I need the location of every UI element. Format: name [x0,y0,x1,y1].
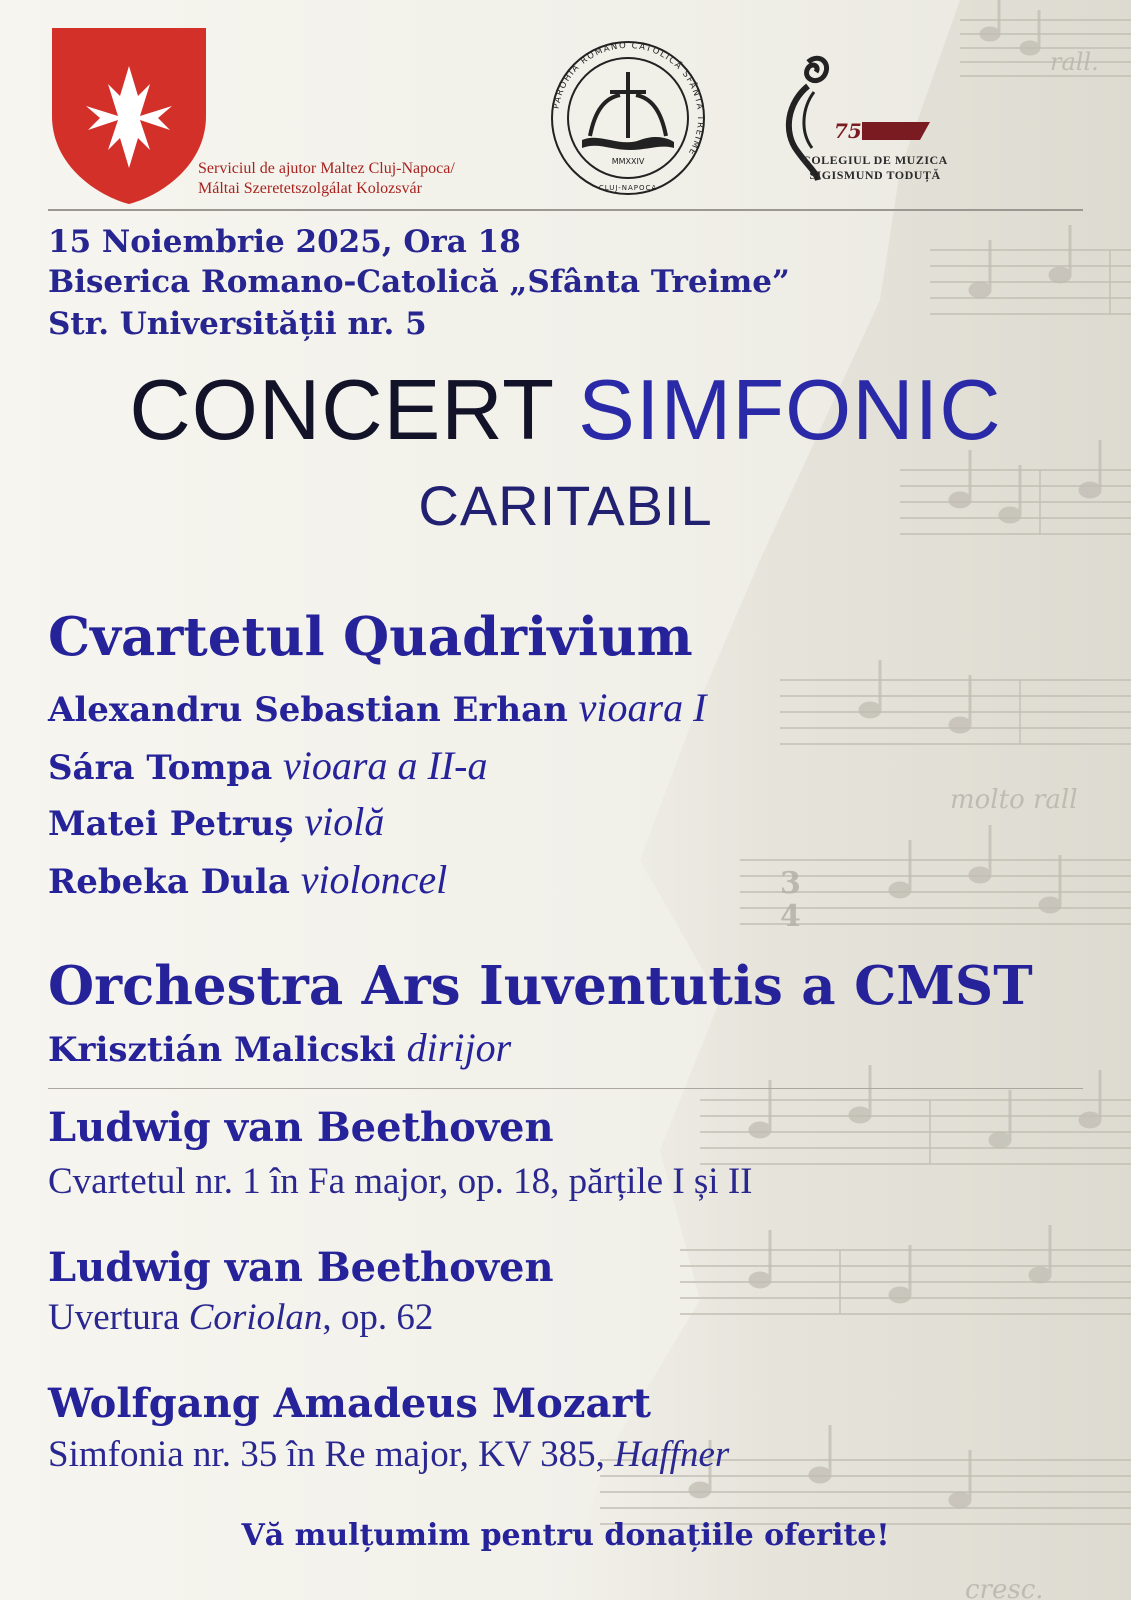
parish-city: CLUJ-NAPOCA [598,184,658,192]
quartet-name: Cvartetul Quadrivium [48,606,693,668]
parish-ring-text: PAROHIA ROMANO CATOLICĂ SFÂNTA TREIME [551,40,706,158]
header-divider [48,209,1083,211]
program-work [48,1433,729,1476]
quartet-member [48,742,487,789]
member-role: vioara I [578,685,707,730]
anniversary-badge [832,118,932,144]
cmst-name-line1: COLEGIUL DE MUZICA [802,153,948,167]
event-date: 15 Noiembrie 2025, Ora 18 [48,224,521,260]
member-role: vioara a II-a [283,743,488,788]
quartet-member [48,684,706,731]
program-work: Cvartetul nr. 1 în Fa major, op. 18, părțile I și II [48,1161,753,1202]
maltese-shield-logo [50,26,208,206]
member-role: violă [304,799,385,844]
sheet-mark-cresc: cresc. [965,1575,1044,1600]
concert-title [0,362,1131,460]
event-address: Str. Universității nr. 5 [48,306,427,342]
member-role: violoncel [300,857,448,902]
quartet-member [48,798,384,845]
conductor [48,1024,511,1071]
work-prefix: Simfonia nr. 35 în Re major, KV 385, [48,1434,605,1475]
member-name: Rebeka Dula [48,862,290,902]
work-title: Haffner [614,1434,730,1475]
sheet-mark-rall: rall. [1050,48,1099,76]
sheet-mark-molto-rall: molto rall [950,785,1078,815]
work-suffix: , op. 62 [322,1297,434,1338]
title-word-concert: CONCERT [129,363,554,458]
cmst-name-line2: SIGISMUND TODUȚĂ [809,168,941,182]
work-title: Coriolan [188,1297,323,1338]
maltese-service-name-hu: Máltai Szeretetszolgálat Kolozsvár [198,180,422,197]
member-name: Matei Petruș [48,804,294,844]
maltese-service-name-ro: Serviciul de ajutor Maltez Cluj-Napoca/ [198,160,455,177]
program-composer: Wolfgang Amadeus Mozart [48,1380,651,1427]
time-signature-bottom: 4 [780,899,801,934]
title-word-simfonic: SIMFONIC [578,363,1002,458]
conductor-role: dirijor [406,1025,512,1070]
parish-seal-logo [540,40,716,196]
parish-year: MMXXIV [611,157,645,166]
program-composer: Ludwig van Beethoven [48,1104,554,1151]
time-signature-top: 3 [780,866,801,901]
member-name: Sára Tompa [48,748,273,788]
conductor-name: Krisztián Malicski [48,1030,396,1070]
work-prefix: Uvertura [48,1297,180,1338]
program-composer: Ludwig van Beethoven [48,1244,554,1291]
orchestra-name: Orchestra Ars Iuventutis a CMST [48,955,1033,1017]
quartet-member [48,856,447,903]
program-work [48,1296,433,1339]
thank-you-note: Vă mulțumim pentru donațiile oferite! [241,1518,890,1553]
anniversary-text: 75 ANI [834,119,912,143]
member-name: Alexandru Sebastian Erhan [48,690,568,730]
event-venue: Biserica Romano-Catolică „Sfânta Treime” [48,264,790,300]
program-divider [48,1088,1083,1089]
concert-subtitle: CARITABIL [418,474,713,537]
